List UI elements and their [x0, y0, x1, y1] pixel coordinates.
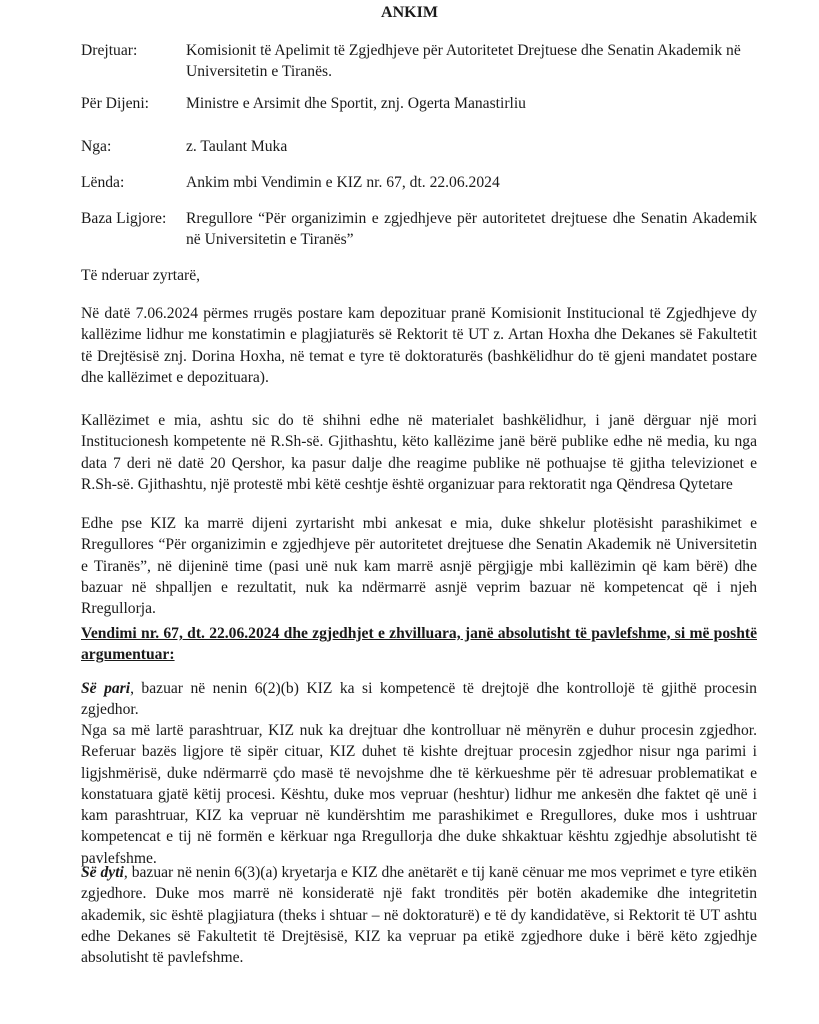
field-label: Për Dijeni:: [81, 95, 149, 112]
argument-2: [81, 862, 757, 968]
field-lenda: [81, 172, 757, 193]
argument-lead: Së dyti: [81, 864, 124, 881]
paragraph-3: Edhe pse KIZ ka marrë dijeni zyrtarisht mbi ankesat e mia, duke shkelur plotësisht parashikimet e Rregullores “Për organizimin e zgjedhjeve për autoritetet drejtuese dhe Senatin Akademik në Universitetin e Tiranës”, në dijeninë time (pasi unë nuk kam marrë asnjë përgjigje mbi kallëzimin që kam bërë) dhe bazuar në shpalljen e rezultatit, nuk ka ndërmarrë asnjë veprim bazuar në kompetencat që i njeh Rregullorja.: [81, 515, 757, 618]
field-nga: [81, 136, 757, 157]
document-title: ANKIM: [381, 4, 438, 21]
argument-1-continuation: Nga sa më lartë parashtruar, KIZ nuk ka drejtuar dhe kontrolluar në mënyrën e duhur procesin zgjedhor. Referuar bazës ligjore të sipër cituar, KIZ duhet të kishte drejtuar procesin zgjedhor nisur nga parimi i ligjshmërisë, duke ndërmarrë çdo masë të nevojshme dhe të kërkueshme për të adresuar problematikat e konstatuara gjatë këtij procesi. Kështu, duke mos vepruar (heshtur) lidhur me ankesën dhe faktet që unë i kam parashtruar, KIZ ka vepruar në kundërshtim me parashikimet e Rregullores, duke mos i ushtruar kompetencat e tij në formën e kërkuar nga Rregullorja dhe duke shkaktuar kështu zgjedhje absolutisht të pavlefshme.: [81, 722, 757, 867]
field-per-dijeni: [81, 93, 757, 114]
argument-text: , bazuar në nenin 6(3)(a) kryetarja e KIZ dhe anëtarët e tij kanë cënuar me mos veprimet e tyre etikën zgjedhore. Duke mos marrë në konsideratë një fakt tronditës për botën akademike dhe integritetin akademik, sic është plagjiatura (theks i shtuar – në doktoraturë) e të dy kandidatëve, si Rektorit të UT ashtu edhe Dekanes së Fakultetit të Drejtësisë, KIZ ka vepruar pa etikë zgjedhore duke i bërë këto zgjedhje absolutisht të pavlefshme.: [81, 864, 757, 967]
field-label: Nga:: [81, 138, 112, 155]
salutation: Të nderuar zyrtarë,: [81, 267, 201, 284]
field-drejtuar: [81, 40, 757, 82]
argument-1: [81, 678, 757, 721]
paragraph-1: Në datë 7.06.2024 përmes rrugës postare kam depozituar pranë Komisionit Institucional të Zgjedhjeve dy kallëzime lidhur me konstatimin e plagjiaturës së Rektorit të UT z. Artan Hoxha dhe Dekanes së Fakultetit të Drejtësisë znj. Dorina Hoxha, në temat e tyre të doktoraturës (bashkëlidhur do të gjeni mandatet postare dhe kallëzimet e depozituara).: [81, 305, 757, 386]
argument-lead: Së pari: [81, 680, 131, 697]
paragraph-2: Kallëzimet e mia, ashtu sic do të shihni edhe në materialet bashkëlidhur, i janë dërguar një mori Institucionesh kompetente në R.Sh-së. Gjithashtu, këto kallëzime janë bërë publike edhe në media, ku nga data 7 deri në datë 20 Qershor, ka pasur dalje dhe reagime publike në pothuajse të gjitha televizionet e R.Sh-së. Gjithashtu, një protestë mbi këtë ceshtje është organizuar para rektoratit nga Qëndresa Qytetare: [81, 412, 757, 493]
field-value: Rregullore “Për organizimin e zgjedhjeve për autoritetet drejtuese dhe Senatin Akademik në Universitetin e Tiranës”: [186, 210, 757, 248]
field-value: Ministre e Arsimit dhe Sportit, znj. Ogerta Manastirliu: [186, 95, 526, 112]
field-label: Baza Ligjore:: [81, 210, 167, 227]
field-value: z. Taulant Muka: [186, 138, 288, 155]
field-baza-ligjore: [81, 208, 757, 250]
argument-text: , bazuar në nenin 6(2)(b) KIZ ka si kompetencë të drejtojë dhe kontrollojë të gjithë procesin zgjedhor.: [81, 680, 757, 719]
field-value: Ankim mbi Vendimin e KIZ nr. 67, dt. 22.06.2024: [186, 174, 500, 191]
field-label: Lënda:: [81, 174, 125, 191]
section-heading: Vendimi nr. 67, dt. 22.06.2024 dhe zgjedhjet e zhvilluara, janë absolutisht të pavlefshme, si më poshtë argumentuar:: [81, 625, 757, 664]
field-label: Drejtuar:: [81, 42, 138, 59]
field-value: Komisionit të Apelimit të Zgjedhjeve për Autoritetet Drejtuese dhe Senatin Akademik në Universitetin e Tiranës.: [186, 42, 741, 80]
